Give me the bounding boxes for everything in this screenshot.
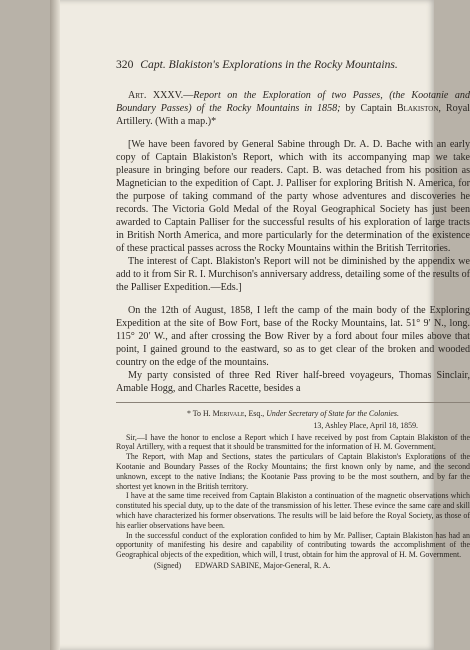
footnote-addressee: * To H. Merivale, Esq., Under Secretary of State for the Colonies. — [187, 409, 399, 418]
editor-note-paragraph-1: [We have been favored by General Sabine through Dr. A. D. Bache with an early copy of Captain Blakiston's Report, which with its accompanying map we take pleasure in bringing before our readers. Capt. B. was detached from his position as Magnetician to the expedition of Capt. J. Palliser for exploring British N. America, for the purpose of taking command of the party whose adventures and discoveries he records. The Victoria Gold Medal of the Royal Geographical Society has just been awarded to Captain Palliser for the successful results of his exploration of large tracts in British North America, and more particularly for the determination of the existence of these practical passes across the Rocky Mountains within the British Territories. — [116, 139, 470, 254]
footnote-paragraph-2: The Report, with Map and Sections, states the particulars of Captain Blakiston's Explorations of the Kootanie and Boundary Passes of the Rocky Mountains; the first known only by name, and the second unknown, except to the native Indians; the Kootanie Pass proving to be the most southern, and by far the shortest yet known in the British territory. — [116, 452, 470, 491]
footnote-signature: (Signed) EDWARD SABINE, Major-General, R. A. — [154, 560, 331, 570]
article-title: Report on the Exploration of two Passes, (the Kootanie and Boundary Passes) of the Rocky Mountains in 1858; — [116, 90, 470, 114]
footnote-place-date: 13, Ashley Place, April 18, 1859. — [313, 420, 418, 430]
article-label: Art. XXXV.— — [128, 90, 194, 101]
footnote-paragraph-3: I have at the same time received from Captain Blakiston a continuation of the magnetic observations which constituted his special duty, up to the date of the transmission of his letter. These evince the same care and skill which have characterized his former observations. The results will be laid before the Royal Society, as those of his earlier observations have been. — [116, 491, 470, 530]
footnote — [116, 409, 470, 571]
article-by: by Captain — [340, 103, 397, 114]
page-number: 320 — [116, 58, 134, 71]
report-body — [116, 304, 470, 395]
footnote-rule — [116, 402, 470, 403]
footnote-paragraph-4: In the successful conduct of the exploration confided to him by Mr. Palliser, Captain Blakiston has had an opportunity of manifesting his desire and capability of contributing towards the accomplishment of the Geographical objects of the expedition, which will, I trust, obtain for him the approval of H. M. Government. — [116, 530, 470, 560]
book-page — [50, 0, 470, 650]
page-gutter — [50, 0, 60, 650]
editor-note-paragraph-2: The interest of Capt. Blakiston's Report will not be diminished by the appendix we add to it from Sir R. I. Murchison's anniversary address, detailing some of the results of the Palliser Expedition.—Eds.] — [116, 256, 470, 293]
page-content — [116, 58, 470, 571]
running-head-title: Capt. Blakiston's Explorations in the Rocky Mountains. — [140, 58, 398, 71]
article-author: Blakiston — [396, 103, 439, 114]
editor-note — [116, 138, 470, 294]
article-heading — [116, 89, 470, 128]
article-tail: , Royal Artillery. (With a map.)* — [116, 103, 470, 127]
running-head — [116, 58, 470, 71]
body-paragraph-2: My party consisted of three Red River half-breed voyageurs, Thomas Sinclair, Amable Hogg, and Charles Racette, besides a — [116, 370, 470, 394]
footnote-paragraph-1: Sir,—I have the honor to enclose a Report which I have received by post from Captain Blakiston of the Royal Artillery, with a request that it should be transmitted for the information of H. M. Government. — [116, 432, 470, 452]
body-paragraph-1: On the 12th of August, 1858, I left the camp of the main body of the Exploring Expedition at the site of Bow Fort, base of the Rocky Mountains, lat. 51° 9′ N., long. 115° 20′ W., and after crossing the Bow River by a ford about four miles above that point, I gained ground to the eastward, so as to get clear of the broken and wooded country on the edge of the mountains. — [116, 305, 470, 368]
